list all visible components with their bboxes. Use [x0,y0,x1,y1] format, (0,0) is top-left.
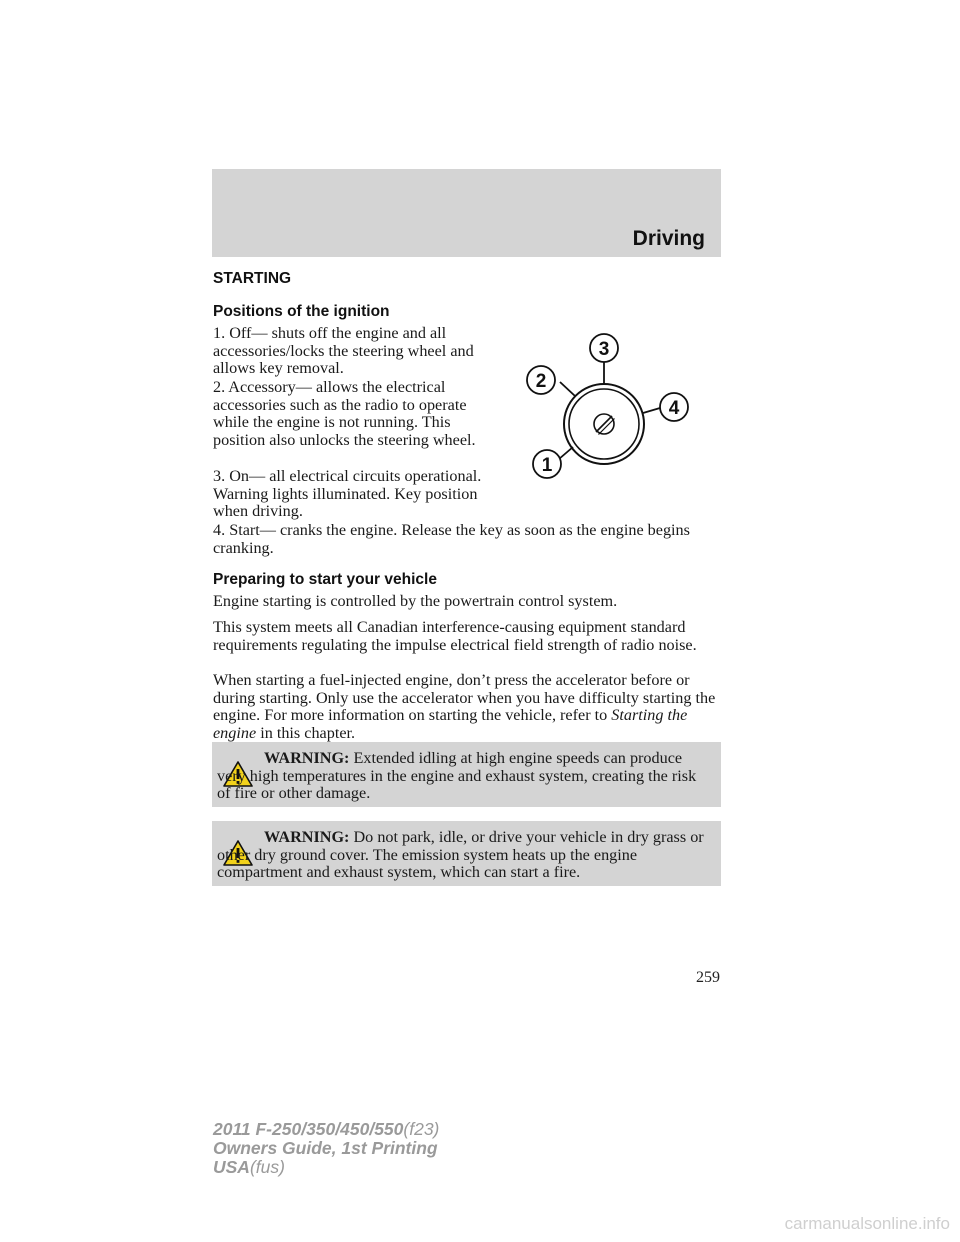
section-title: Driving [632,227,705,250]
document-footer [213,1120,439,1177]
footer-printing: Owners Guide, 1st Printing [213,1138,438,1158]
footer-model: 2011 F-250/350/450/550 [213,1119,404,1139]
watermark: carmanualsonline.info [784,1214,950,1233]
ignition-key-icon [564,384,644,464]
position-start-text: 4. Start— cranks the engine. Release the key as soon as the engine begins cranking. [213,521,690,557]
section-header-band [212,169,721,257]
warning-text-idling [217,750,712,803]
footer-line-market [213,1158,439,1177]
paragraph-control-system: Engine starting is controlled by the powertrain control system. [213,592,618,610]
footer-market: USA [213,1157,250,1177]
warning-box-idling [212,742,721,807]
warning-body: Do not park, idle, or drive your vehicle in dry grass or other dry ground cover. The emission system heats up the engine compartment and exhaust system, which can start a fire. [217,828,704,882]
footer-line-model [213,1120,439,1139]
page-number: 259 [696,969,720,986]
warning-body: Extended idling at high engine speeds can produce very high temperatures in the engine and exhaust system, creating the risk of fire or other damage. [217,749,697,803]
footer-model-code: (f23) [403,1119,440,1139]
warning-label: WARNING: [264,828,350,846]
svg-text:2: 2 [535,371,547,392]
svg-text:1: 1 [541,455,553,476]
warning-box-dry-grass [212,821,721,886]
footer-market-code: (fus) [249,1157,285,1177]
position-label-1 [533,450,561,478]
position-off-text: 1. Off— shuts off the engine and all accessories/locks the steering wheel and allows key removal. [213,324,474,378]
ignition-positions-heading: Positions of the ignition [213,303,390,320]
position-label-2 [527,366,555,394]
warning-label: WARNING: [264,749,350,767]
paragraph-canadian-standard: This system meets all Canadian interference-causing equipment standard requirements regulating the impulse electrical field strength of radio noise. [213,618,697,654]
position-accessory-text: 2. Accessory— allows the electrical accessories such as the radio to operate while the engine is not running. This position also unlocks the steering wheel. [213,378,476,449]
svg-text:4: 4 [668,398,680,419]
preparing-heading: Preparing to start your vehicle [213,571,437,588]
paragraph-fuel-injected [213,672,721,742]
ignition-diagram [520,330,700,480]
position-label-4 [660,393,688,421]
position-on-text: 3. On— all electrical circuits operational. Warning lights illuminated. Key position when driving. [213,467,482,521]
footer-line-printing [213,1139,439,1158]
svg-text:3: 3 [598,339,610,360]
warning-text-dry-grass [217,829,712,882]
starting-engine-link[interactable]: Starting the engine [213,706,688,742]
page-heading: STARTING [213,270,292,287]
position-label-3 [590,334,618,362]
paragraph-fuel-injected-text: When starting a fuel-injected engine, don’t press the accelerator before or during starting. Only use the accelerator when you have difficulty starting the engine. For more information on starting the vehicle, refer to [213,671,716,725]
reference-suffix: in this chapter. [260,723,356,742]
